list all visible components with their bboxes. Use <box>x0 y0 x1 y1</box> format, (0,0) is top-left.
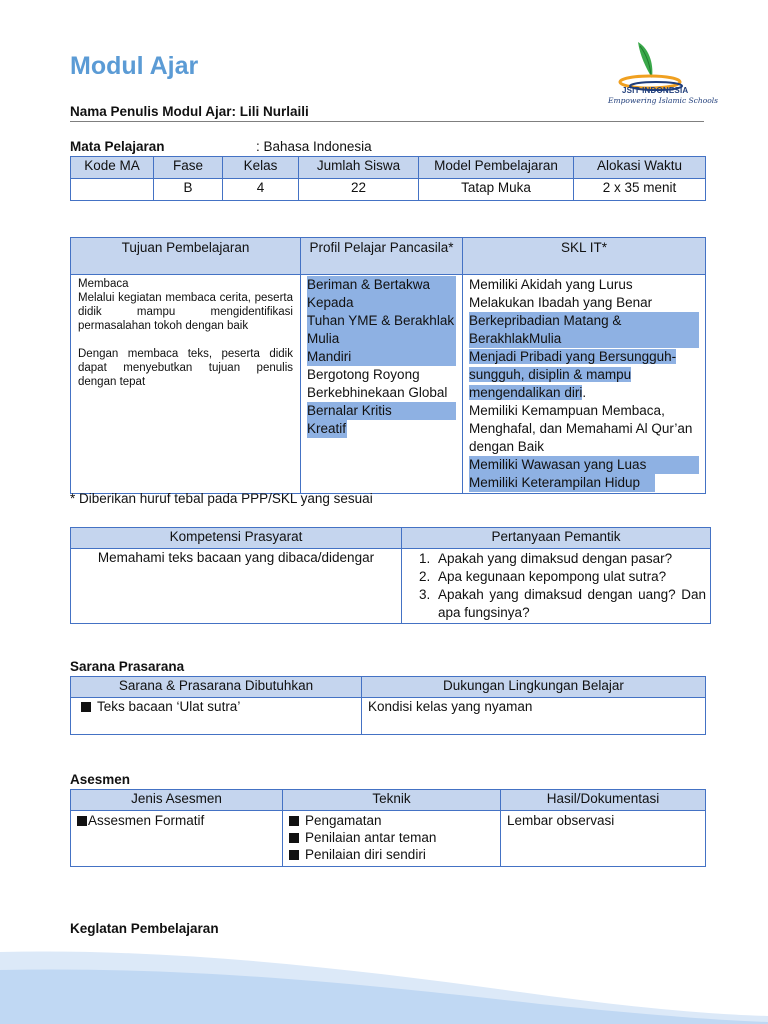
info-cell-alokasi: 2 x 35 menit <box>574 179 706 201</box>
bullet-square-icon <box>289 850 299 860</box>
logo-tagline: Empowering Islamic Schools <box>608 96 718 105</box>
skl-item <box>469 348 699 402</box>
info-table <box>70 156 706 201</box>
competency-table <box>70 527 711 624</box>
pertanyaan-item: 2. Apa kegunaan kepompong ulat sutra? <box>434 568 706 586</box>
logo-name: JSIT INDONESIA <box>622 86 689 95</box>
info-header-kode: Kode MA <box>71 157 154 179</box>
tujuan-p2: Dengan membaca teks, peserta didik dapat menyebutkan tujuan penulis dengan tepat <box>78 348 293 388</box>
pertanyaan-item: 3. Apakah yang dimaksud dengan uang? Dan apa fungsinya? <box>434 586 706 622</box>
profil-item: Kreatif <box>307 421 347 436</box>
obj-header-skl: SKL IT* <box>463 238 706 275</box>
sarana-table <box>70 676 706 735</box>
sarana-header-dibutuhkan: Sarana & Prasarana Dibutuhkan <box>71 677 362 698</box>
subject-value: : Bahasa Indonesia <box>256 139 372 154</box>
teknik-label: Pengamatan <box>305 813 382 828</box>
bullet-square-icon <box>77 816 87 826</box>
info-cell-kelas: 4 <box>223 179 299 201</box>
asesmen-header-teknik: Teknik <box>283 790 501 811</box>
sarana-cell <box>71 698 362 735</box>
profil-item: Tuhan YME & Berakhlak Mulia <box>307 313 455 346</box>
tujuan-heading: Membaca <box>78 278 129 290</box>
pertanyaan-list <box>406 550 706 622</box>
hasil-cell: Lembar observasi <box>501 811 706 867</box>
profil-cell <box>301 275 463 494</box>
info-cell-fase: B <box>154 179 223 201</box>
page-title: Modul Ajar <box>70 52 199 80</box>
info-header-alokasi: Alokasi Waktu <box>574 157 706 179</box>
info-header-model: Model Pembelajaran <box>419 157 574 179</box>
teknik-cell <box>283 811 501 867</box>
info-header-kelas: Kelas <box>223 157 299 179</box>
sarana-header-dukungan: Dukungan Lingkungan Belajar <box>362 677 706 698</box>
jenis-value: Assesmen Formatif <box>88 813 205 828</box>
teknik-item <box>289 812 494 829</box>
profil-item: Bernalar Kritis <box>307 402 456 420</box>
author-line: Nama Penulis Modul Ajar: Lili Nurlaili <box>70 104 309 119</box>
skl-cell <box>463 275 706 494</box>
teknik-item <box>289 829 494 846</box>
teknik-item <box>289 846 494 863</box>
pertanyaan-cell <box>402 549 711 624</box>
objectives-table <box>70 237 706 494</box>
pertanyaan-item: 1. Apakah yang dimaksud dengan pasar? <box>434 550 706 568</box>
profil-item: Berkebhinekaan Global <box>307 385 448 400</box>
skl-item: Berkepribadian Matang & BerakhlakMulia <box>469 312 699 348</box>
info-cell-kode <box>71 179 154 201</box>
skl-item-part: Menjadi Pribadi yang Bersungguh-sungguh, disiplin & <box>469 349 677 382</box>
profil-item: Mandiri <box>307 348 456 366</box>
profil-item: Beriman & Bertakwa Kepada <box>307 276 456 312</box>
decorative-wave <box>0 930 768 1024</box>
info-cell-jumlah: 22 <box>299 179 419 201</box>
asesmen-label: Asesmen <box>70 772 131 787</box>
footnote: * Diberikan huruf tebal pada PPP/SKL yang sesuai <box>70 491 373 506</box>
sarana-label: Sarana Prasarana <box>70 659 185 674</box>
subject-row <box>70 139 372 154</box>
asesmen-table <box>70 789 706 867</box>
divider <box>70 121 704 122</box>
teknik-label: Penilaian antar teman <box>305 830 437 845</box>
skl-item: Memiliki Akidah yang Lurus <box>469 277 633 292</box>
teknik-label: Penilaian diri sendiri <box>305 847 426 862</box>
tujuan-p1: Melalui kegiatan membaca cerita, peserta didik mampu mengidentifikasi permasalahan tokoh dengan baik <box>78 292 293 332</box>
skl-item: Memiliki Keterampilan Hidup <box>469 474 655 492</box>
asesmen-header-hasil: Hasil/Dokumentasi <box>501 790 706 811</box>
bullet-square-icon <box>81 702 91 712</box>
skl-item: Memiliki Kemampuan Membaca, Menghafal, dan Memahami Al Qur’an dengan Baik <box>469 403 693 454</box>
skl-item-part: mampu mengendalikan diri <box>469 367 632 400</box>
asesmen-header-jenis: Jenis Asesmen <box>71 790 283 811</box>
skl-item-part: . <box>582 385 587 400</box>
tujuan-cell <box>71 275 301 494</box>
comp-header-kompetensi: Kompetensi Prasyarat <box>71 528 402 549</box>
info-header-fase: Fase <box>154 157 223 179</box>
skl-item: Melakukan Ibadah yang Benar <box>469 295 653 310</box>
info-header-jumlah: Jumlah Siswa <box>299 157 419 179</box>
comp-header-pertanyaan: Pertanyaan Pemantik <box>402 528 711 549</box>
dukungan-cell: Kondisi kelas yang nyaman <box>362 698 706 735</box>
jenis-cell <box>71 811 283 867</box>
obj-header-tujuan: Tujuan Pembelajaran <box>71 238 301 275</box>
skl-item: Memiliki Wawasan yang Luas <box>469 456 699 474</box>
sarana-item: Teks bacaan ‘Ulat sutra’ <box>97 699 241 714</box>
obj-header-profil: Profil Pelajar Pancasila* <box>301 238 463 275</box>
profil-item: Bergotong Royong <box>307 367 420 382</box>
bullet-square-icon <box>289 833 299 843</box>
subject-label: Mata Pelajaran <box>70 139 165 154</box>
info-cell-model: Tatap Muka <box>419 179 574 201</box>
kegiatan-label: Keglatan Pembelajaran <box>70 921 219 936</box>
bullet-square-icon <box>289 816 299 826</box>
kompetensi-cell: Memahami teks bacaan yang dibaca/didengar <box>71 549 402 624</box>
